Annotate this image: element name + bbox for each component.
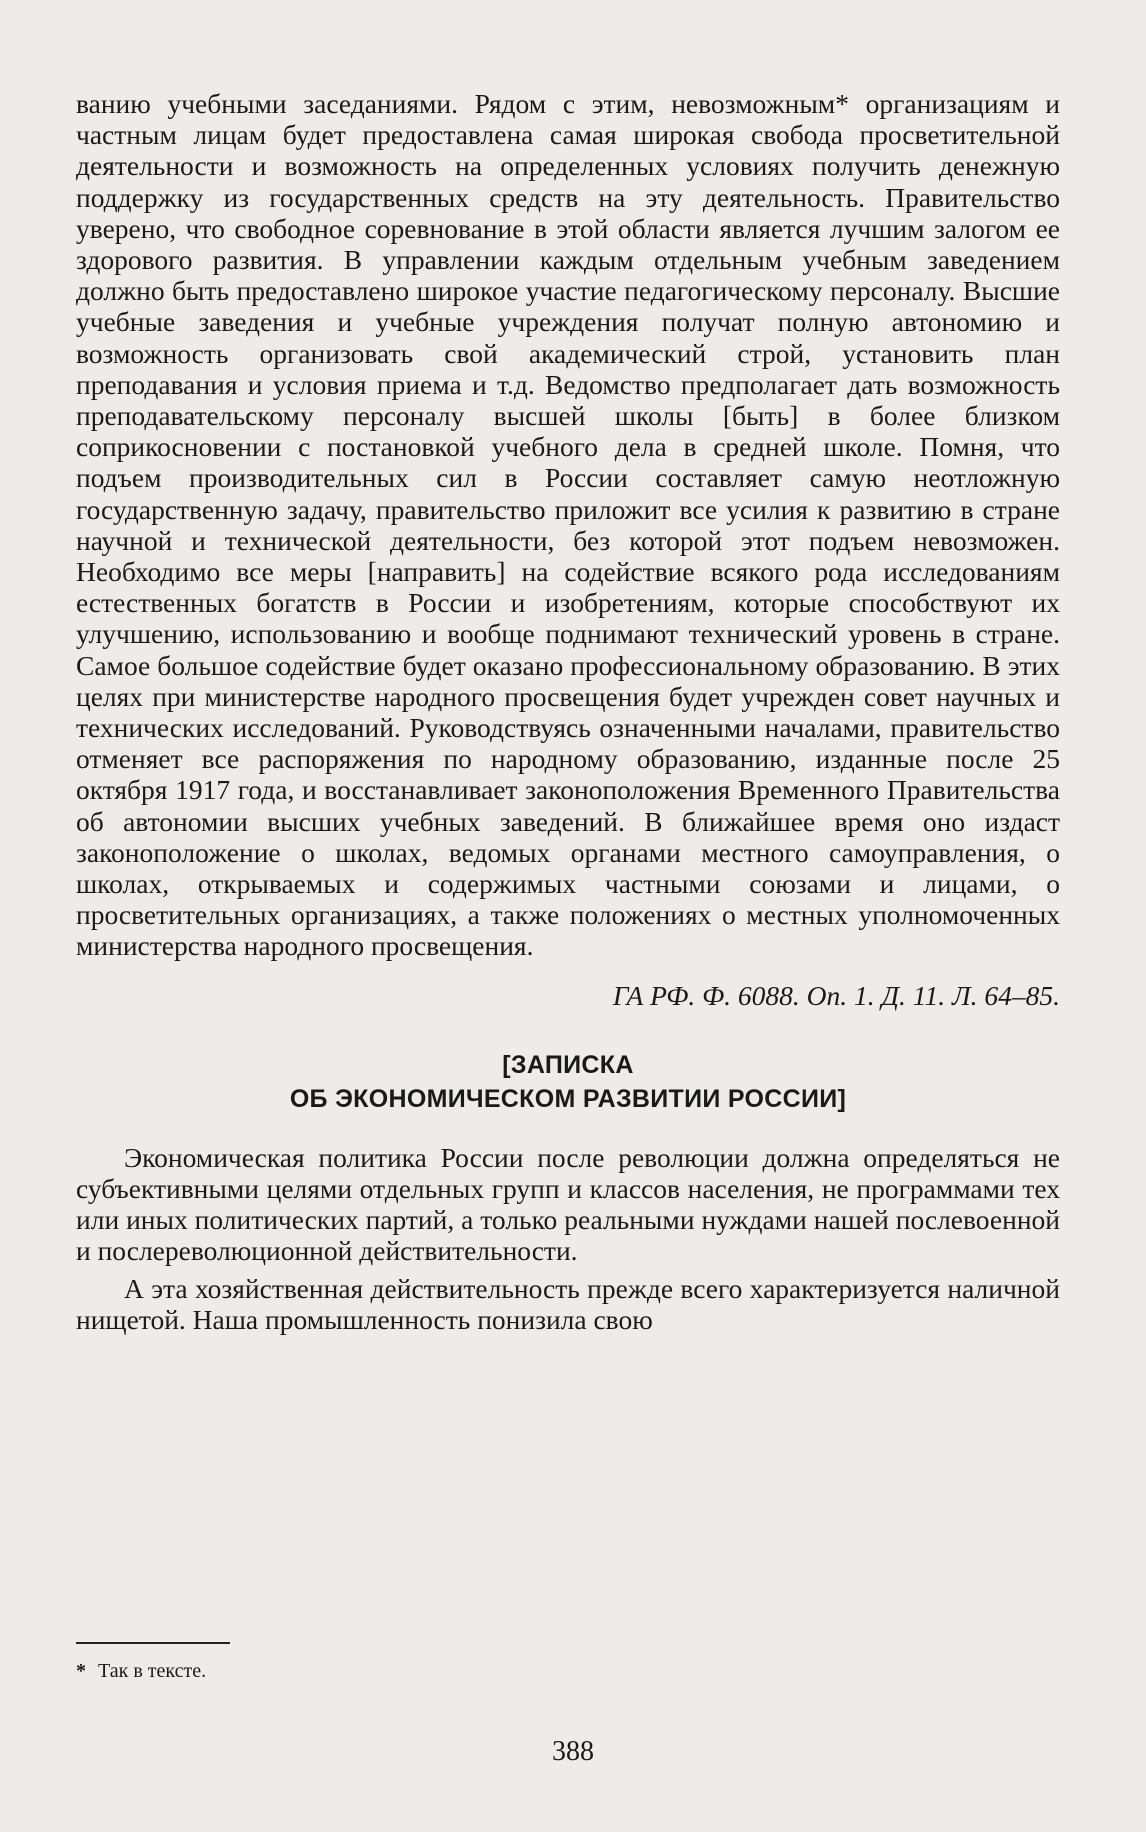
text-column <box>76 88 1060 1335</box>
page-number: 388 <box>552 1736 594 1767</box>
continuation-paragraph: ванию учебными заседаниями. Рядом с этим, невозможным* организациям и частным лицам будет предоставлена самая широкая свобода просветительной деятельности и возможность на определенных условиях получить денежную поддержку из государственных средств на эту деятельность. Правительство уверено, что свободное соревнование в этой области является лучшим залогом ее здорового развития. В управлении каждым отдельным учебным заведением должно быть предоставлено широкое участие педагогическому персоналу. Высшие учебные заведения и учебные учреждения получат полную автономию и возможность организовать свой академический строй, установить план преподавания и условия приема и т.д. Ведомство предполагает дать возможность преподавательскому персоналу высшей школы [быть] в более близком соприкосновении с постановкой учебного дела в средней школе. Помня, что подъем производительных сил в России составляет самую неотложную государственную задачу, правительство приложит все усилия к развитию в стране научной и технической деятельности, без которой этот подъем невозможен. Необходимо все меры [направить] на содействие всякого рода исследованиям естественных богатств в России и изобретениям, которые способствуют их улучшению, использованию и вообще поднимают технический уровень в стране. Самое большое содействие будет оказано профессиональному образованию. В этих целях при министерстве народного просвещения будет учрежден совет научных и технических исследований. Руководствуясь означенными началами, правительство отменяет все распоряжения по народному образованию, изданные после 25 октября 1917 года, и восстанавливает законоположения Временного Правительства об автономии высших учебных заведений. В ближайшее время оно издаст законоположение о школах, ведомых органами местного самоуправления, о школах, открываемых и содержимых частными союзами и лицами, о просветительных организациях, а также положениях о местных уполномоченных министерства народного просвещения. <box>76 88 1060 962</box>
footnote <box>76 1658 206 1684</box>
heading-line-2: ОБ ЭКОНОМИЧЕСКОМ РАЗВИТИИ РОССИИ] <box>289 1084 847 1113</box>
heading-line-1: [ЗАПИСКА <box>502 1050 634 1079</box>
footnote-divider <box>76 1642 230 1644</box>
section-heading <box>76 1048 1060 1116</box>
archive-citation: ГА РФ. Ф. 6088. Оп. 1. Д. 11. Л. 64–85. <box>612 979 1060 1011</box>
footnote-mark: * <box>76 1660 86 1682</box>
footnote-text: Так в тексте. <box>98 1660 207 1682</box>
paragraph-1: Экономическая политика России после революции должна определяться не субъективными целями отдельных групп и классов населения, не программами тех или иных политических партий, а только реальными нуждами нашей послевоенной и послереволюционной действительности. <box>76 1141 1060 1267</box>
paragraph-2: А эта хозяйственная действительность прежде всего характеризуется наличной нищетой. Наша промышленность понизила свою <box>76 1272 1060 1335</box>
